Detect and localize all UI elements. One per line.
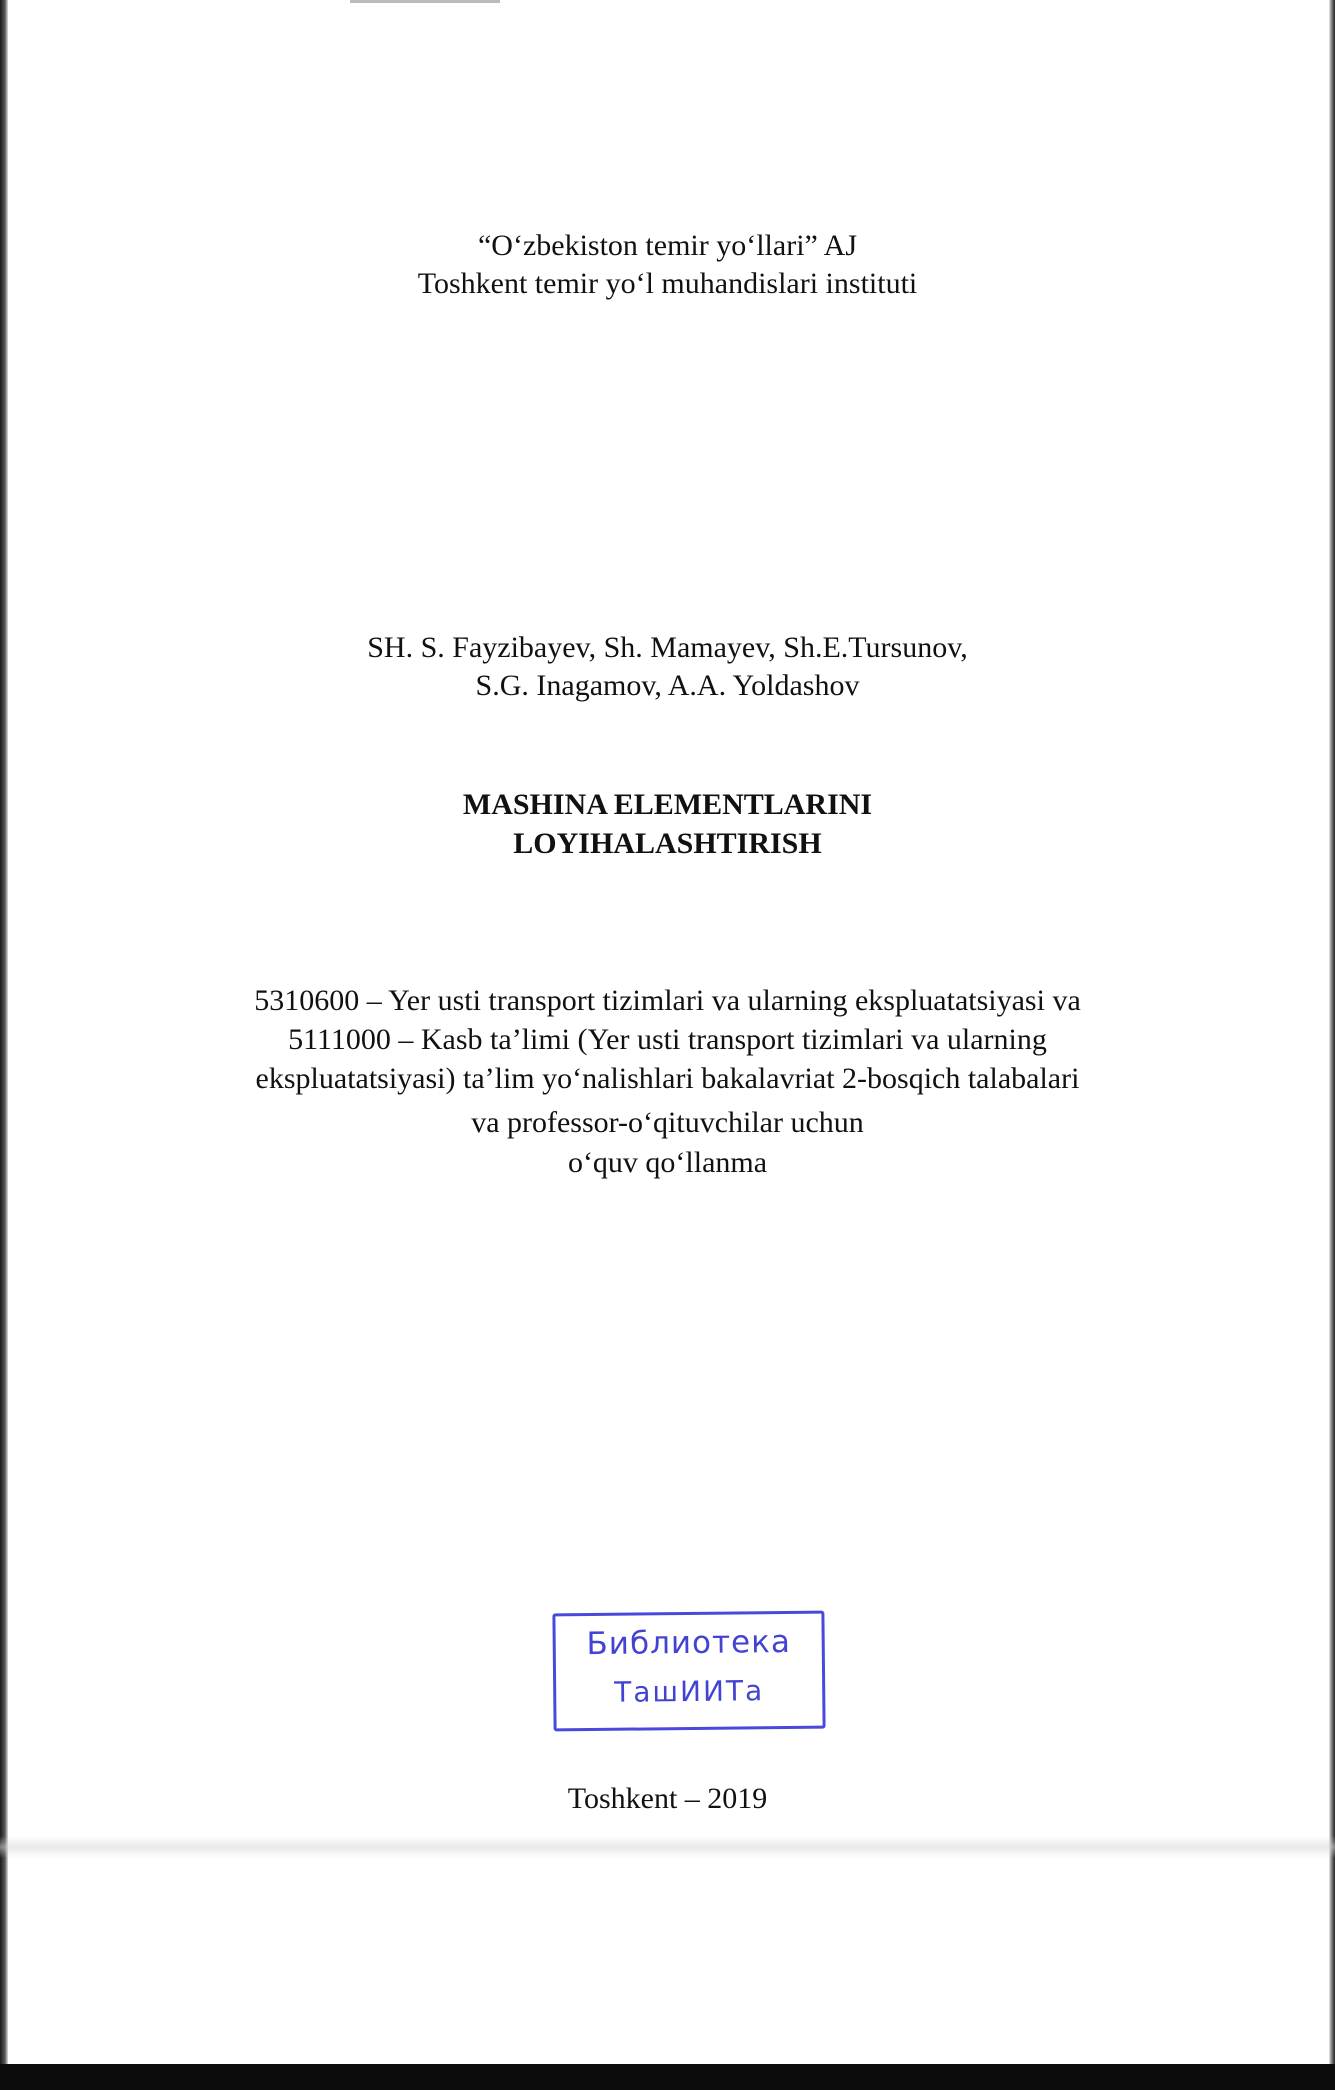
description-line-2: 5111000 – Kasb ta’limi (Yer usti transport tizimlari va ularning <box>288 1023 1047 1056</box>
description-line-5: o‘quv qo‘llanma <box>567 1146 768 1179</box>
scan-mark <box>350 0 500 3</box>
book-title-line-2: LOYIHALASHTIRISH <box>513 827 822 860</box>
description-line-1: 5310600 – Yer usti transport tizimlari va ularning ekspluatatsiyasi va <box>254 984 1081 1017</box>
authors-line-1: SH. S. Fayzibayev, Sh. Mamayev, Sh.E.Tursunov, <box>367 631 968 664</box>
institute-name: Toshkent temir yo‘l muhandislari instituti <box>417 267 918 300</box>
description-line-4: va professor-o‘qituvchilar uchun <box>471 1106 864 1139</box>
description-line-3: ekspluatatsiyasi) ta’lim yo‘nalishlari bakalavriat 2-bosqich talabalari <box>255 1062 1080 1095</box>
stamp-line-1: Библиотека <box>586 1623 792 1663</box>
organization-name: “O‘zbekiston temir yo‘llari” AJ <box>477 229 858 262</box>
stamp-line-2: ТашИИТа <box>614 1674 765 1709</box>
place-and-year: Toshkent – 2019 <box>567 1782 768 1815</box>
book-title-line-1: MASHINA ELEMENTLARINI <box>462 788 873 821</box>
scan-edge-bottom <box>0 2064 1335 2090</box>
library-stamp <box>552 1611 825 1732</box>
authors-line-2: S.G. Inagamov, A.A. Yoldashov <box>475 669 860 702</box>
scan-fold-line <box>0 1836 1335 1858</box>
